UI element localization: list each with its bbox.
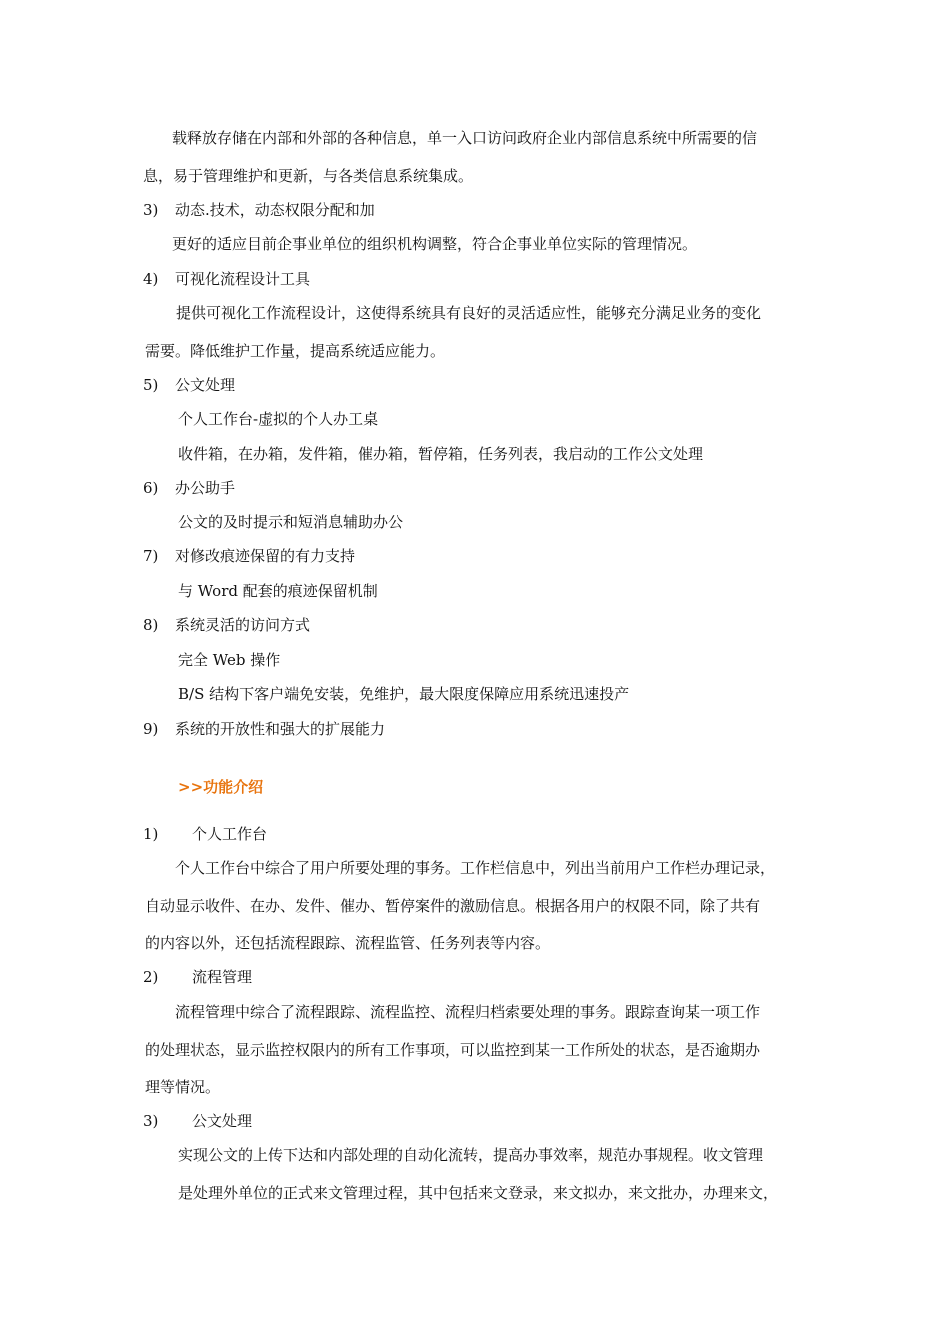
list-description: 需要。降低维护工作量，提高系统适应能力。: [145, 342, 446, 360]
list-number: 5): [143, 376, 159, 394]
list-title: 公文处理: [192, 1112, 253, 1130]
paragraph-line: 自动显示收件、在办、发件、催办、暂停案件的激励信息。根据各用户的权限不同，除了共有: [145, 897, 761, 915]
list-number: 3): [143, 1112, 159, 1130]
list-title: 流程管理: [192, 968, 253, 986]
list-title: 办公助手: [175, 479, 236, 497]
list-number: 4): [143, 270, 159, 288]
list-title: 动态.技术，动态权限分配和加: [175, 201, 375, 219]
list-number: 3): [143, 201, 159, 219]
list-description: 收件箱，在办箱，发件箱，催办箱，暂停箱，任务列表，我启动的工作公文处理: [178, 445, 704, 463]
list-description: 公文的及时提示和短消息辅助办公: [178, 513, 404, 531]
list-number: 6): [143, 479, 159, 497]
list-description: 与 Word 配套的痕迹保留机制: [178, 582, 378, 600]
paragraph-line: 实现公文的上传下达和内部处理的自动化流转，提高办事效率，规范办事规程。收文管理: [178, 1146, 764, 1164]
list-title: 可视化流程设计工具: [175, 270, 311, 288]
list-title: 系统的开放性和强大的扩展能力: [175, 720, 386, 738]
paragraph-line: 息，易于管理维护和更新，与各类信息系统集成。: [143, 167, 474, 185]
list-number: 8): [143, 616, 159, 634]
paragraph-line: 流程管理中综合了流程跟踪、流程监控、流程归档索要处理的事务。跟踪查询某一项工作: [175, 1003, 761, 1021]
list-description: 提供可视化工作流程设计，这使得系统具有良好的灵活适应性，能够充分满足业务的变化: [176, 304, 762, 322]
paragraph-line: 的内容以外，还包括流程跟踪、流程监管、任务列表等内容。: [145, 934, 551, 952]
list-description: 完全 Web 操作: [178, 651, 281, 669]
list-title: 公文处理: [175, 376, 236, 394]
list-title: 对修改痕迹保留的有力支持: [175, 547, 356, 565]
list-title: 个人工作台: [192, 825, 268, 843]
list-number: 2): [143, 968, 159, 986]
section-heading: >>功能介绍: [178, 778, 264, 796]
list-description: 更好的适应目前企事业单位的组织机构调整，符合企事业单位实际的管理情况。: [172, 235, 698, 253]
paragraph-line: 的处理状态，显示监控权限内的所有工作事项，可以监控到某一工作所处的状态，是否逾期办: [145, 1041, 761, 1059]
list-number: 1): [143, 825, 159, 843]
list-description: 个人工作台-虚拟的个人办工桌: [178, 410, 379, 428]
list-number: 9): [143, 720, 159, 738]
paragraph-line: 是处理外单位的正式来文管理过程，其中包括来文登录，来文拟办，来文批办，办理来文，: [178, 1184, 779, 1202]
paragraph-line: 理等情况。: [145, 1078, 221, 1096]
list-title: 系统灵活的访问方式: [175, 616, 311, 634]
list-description: B/S 结构下客户端免安装，免维护，最大限度保障应用系统迅速投产: [178, 685, 630, 703]
paragraph-line: 载释放存储在内部和外部的各种信息，单一入口访问政府企业内部信息系统中所需要的信: [172, 129, 758, 147]
list-number: 7): [143, 547, 159, 565]
paragraph-line: 个人工作台中综合了用户所要处理的事务。工作栏信息中，列出当前用户工作栏办理记录，: [175, 859, 776, 877]
